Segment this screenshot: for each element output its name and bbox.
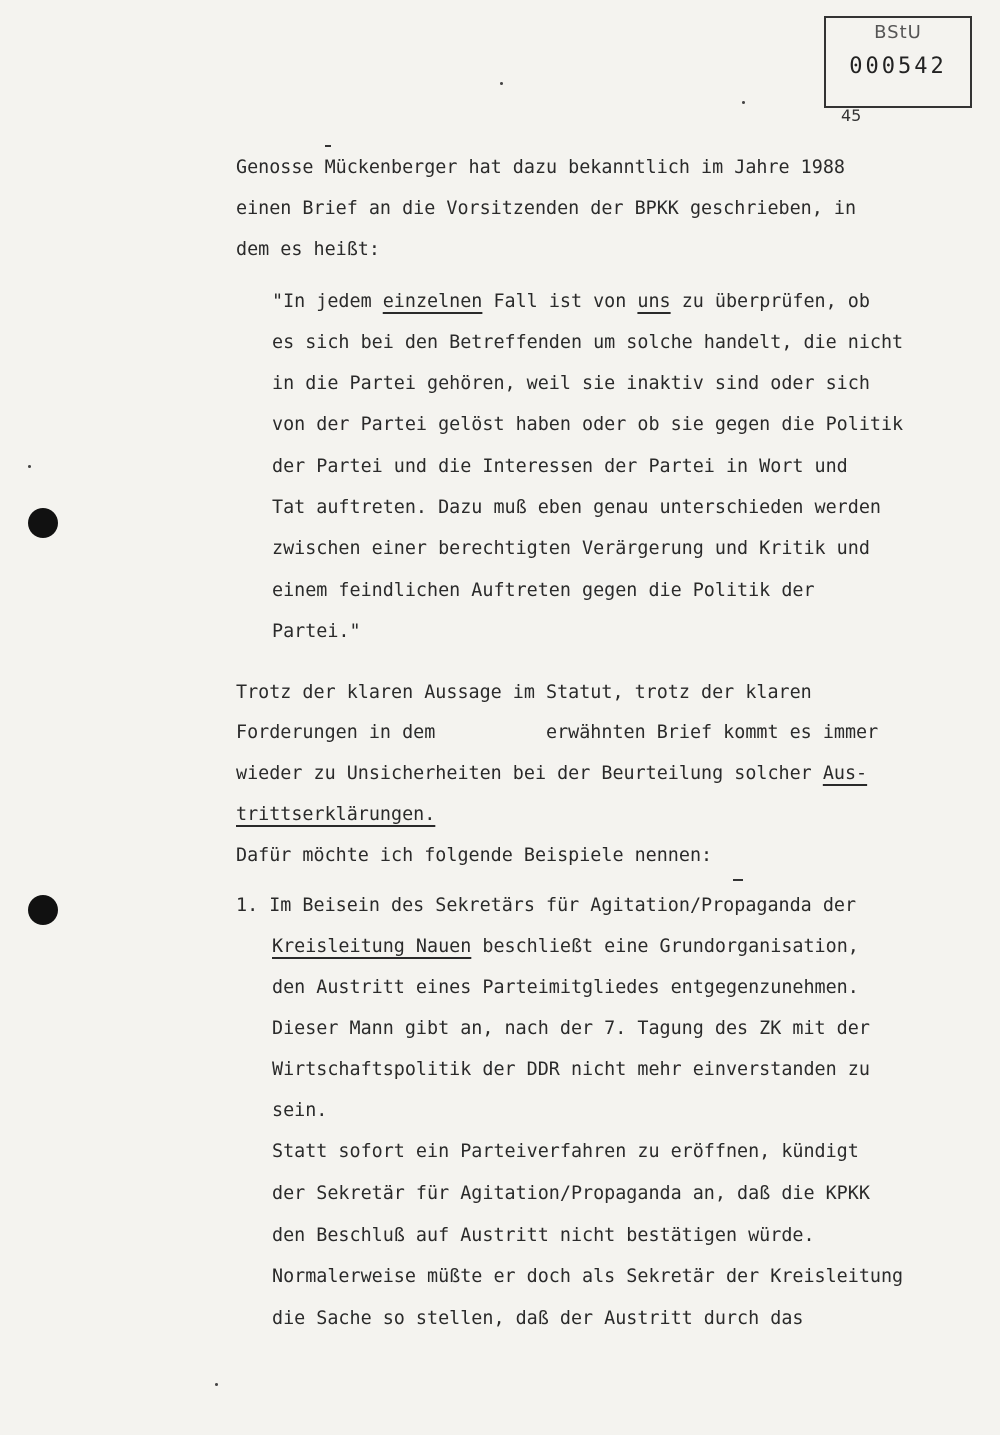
- page-number: 45: [841, 106, 862, 125]
- para-underlined: trittserklärungen.: [236, 804, 436, 825]
- para-line: Dafür möchte ich folgende Beispiele nennen:: [236, 845, 713, 866]
- item-line: Dieser Mann gibt an, nach der 7. Tagung des ZK mit der: [272, 1018, 870, 1039]
- quote-line: der Partei und die Interessen der Partei in Wort und: [272, 456, 848, 477]
- speck: [500, 82, 503, 85]
- item-text: beschließt eine Grundorganisation,: [471, 936, 859, 957]
- item-line: Normalerweise müßte er doch als Sekretär der Kreisleitung: [272, 1266, 904, 1287]
- stamp-org: BStU: [874, 22, 922, 43]
- quote-line: es sich bei den Betreffenden um solche handelt, die nicht: [272, 332, 904, 353]
- speck: [215, 1383, 218, 1386]
- quote-line: von der Partei gelöst haben oder ob sie gegen die Politik: [272, 414, 904, 435]
- intro-line: einen Brief an die Vorsitzenden der BPKK geschrieben, in: [236, 198, 857, 219]
- item-line: den Austritt eines Parteimitgliedes entgegenzunehmen.: [272, 977, 859, 998]
- punch-hole: [28, 508, 58, 538]
- quote-text: Fall ist von: [482, 291, 638, 312]
- quote-line: Partei.": [272, 621, 361, 642]
- quote-line: [272, 291, 870, 313]
- para-line: [236, 804, 435, 826]
- item-line: Statt sofort ein Parteiverfahren zu eröffnen, kündigt: [272, 1141, 859, 1162]
- quote-line: zwischen einer berechtigten Verärgerung und Kritik und: [272, 538, 870, 559]
- punch-hole: [28, 895, 58, 925]
- quote-line: einem feindlichen Auftreten gegen die Politik der: [272, 580, 815, 601]
- quote-text: "In jedem: [272, 291, 383, 312]
- quote-text: zu überprüfen, ob: [670, 291, 870, 312]
- para-line: Forderungen in dem erwähnten Brief kommt es immer: [236, 722, 879, 743]
- quote-line: in die Partei gehören, weil sie inaktiv sind oder sich: [272, 373, 870, 394]
- intro-line: dem es heißt:: [236, 239, 380, 260]
- quote-line: Tat auftreten. Dazu muß eben genau unterschieden werden: [272, 497, 881, 518]
- intro-line: Genosse Mückenberger hat dazu bekanntlich im Jahre 1988: [236, 157, 845, 178]
- item-line: den Beschluß auf Austritt nicht bestätigen würde.: [272, 1225, 815, 1246]
- para-line: Trotz der klaren Aussage im Statut, trotz der klaren: [236, 682, 812, 703]
- item-underlined: Kreisleitung Nauen: [272, 936, 472, 957]
- item-line: [272, 936, 859, 958]
- stamp-number: 000542: [849, 54, 947, 79]
- item-line: die Sache so stellen, daß der Austritt durch das: [272, 1308, 804, 1329]
- dash-mark: [733, 879, 743, 881]
- para-text: wieder zu Unsicherheiten bei der Beurteilung solcher: [236, 763, 823, 784]
- item-line: Wirtschaftspolitik der DDR nicht mehr einverstanden zu: [272, 1059, 870, 1080]
- dash-mark: [325, 145, 331, 147]
- quote-underlined: uns: [637, 291, 671, 312]
- speck: [742, 101, 745, 104]
- speck: [28, 465, 31, 468]
- para-underlined: Aus-: [822, 763, 868, 784]
- item-line: sein.: [272, 1100, 328, 1121]
- quote-underlined: einzelnen: [382, 291, 483, 312]
- archive-stamp: [824, 16, 972, 108]
- item-line: der Sekretär für Agitation/Propaganda an, daß die KPKK: [272, 1183, 870, 1204]
- para-line: [236, 763, 867, 785]
- item-line: 1. Im Beisein des Sekretärs für Agitation/Propaganda der: [236, 895, 857, 916]
